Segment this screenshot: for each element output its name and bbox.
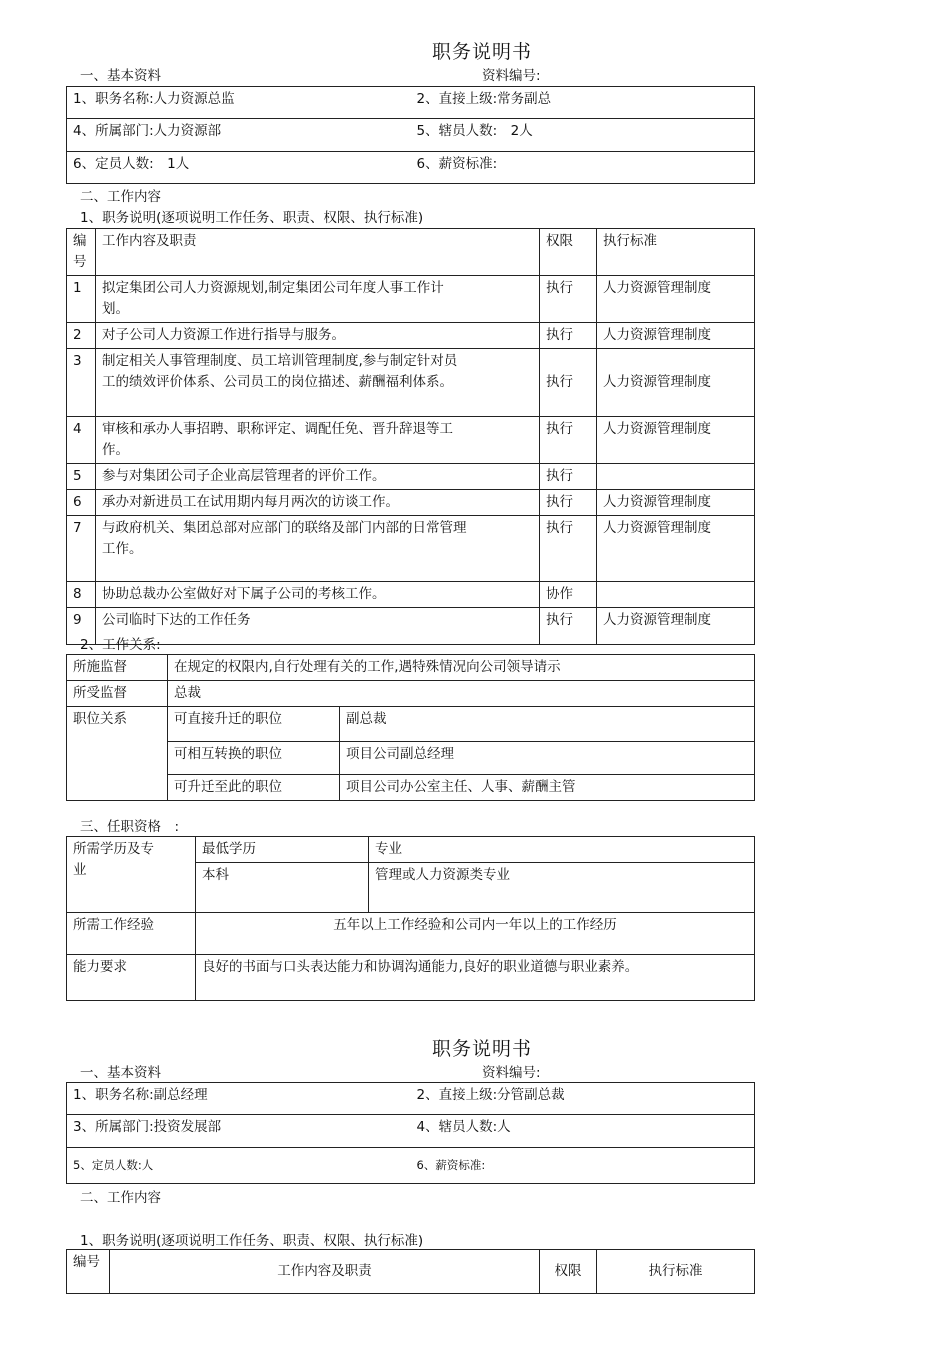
duty-row bbox=[67, 608, 755, 645]
duty-standard: 人力资源管理制度 bbox=[597, 608, 755, 645]
duty-row bbox=[67, 582, 755, 608]
doc1-relations-table bbox=[66, 654, 755, 801]
relation-promote-from-label: 可升迁至此的职位 bbox=[168, 775, 340, 801]
doc2-sub1-label: 1、职务说明(逐项说明工作任务、职责、权限、执行标准) bbox=[80, 1233, 424, 1249]
doc2-duties-table bbox=[66, 1249, 755, 1294]
doc2-basic-table bbox=[66, 1082, 755, 1184]
doc1-qualifications-table bbox=[66, 836, 755, 1001]
duty-row bbox=[67, 417, 755, 464]
duty-content: 参与对集团公司子企业高层管理者的评价工作。 bbox=[96, 464, 540, 490]
qual-min-edu-label: 最低学历 bbox=[196, 837, 369, 863]
qual-exp-value: 五年以上工作经验和公司内一年以上的工作经历 bbox=[196, 913, 755, 955]
duty-standard: 人力资源管理制度 bbox=[597, 323, 755, 349]
duty-no: 8 bbox=[67, 582, 96, 608]
duty-content: 公司临时下达的工作任务 bbox=[96, 608, 540, 645]
relation-supervised-value: 总裁 bbox=[168, 681, 755, 707]
duty-no: 4 bbox=[67, 417, 96, 464]
doc2-subordinates: 4、辖员人数:人 bbox=[411, 1115, 755, 1148]
doc2-salary: 6、薪资标准: bbox=[411, 1148, 755, 1184]
duty-standard: 人力资源管理制度 bbox=[597, 516, 755, 582]
duty-content: 审核和承办人事招聘、职称评定、调配任免、晋升辞退等工作。 bbox=[96, 417, 540, 464]
doc2-duty-header-standard: 执行标准 bbox=[597, 1250, 755, 1294]
doc2-title: 职务说明书 bbox=[432, 1038, 533, 1060]
doc1-salary: 6、薪资标准: bbox=[411, 152, 755, 184]
duty-header-authority: 权限 bbox=[540, 229, 597, 276]
relation-transfer-label: 可相互转换的职位 bbox=[168, 742, 340, 775]
duty-row bbox=[67, 323, 755, 349]
duty-no: 1 bbox=[67, 276, 96, 323]
doc2-superior: 2、直接上级:分管副总裁 bbox=[411, 1083, 755, 1115]
duty-header-content: 工作内容及职责 bbox=[96, 229, 540, 276]
doc1-department: 4、所属部门:人力资源部 bbox=[67, 119, 411, 152]
doc1-doc-no-label: 资料编号: bbox=[482, 68, 541, 84]
qual-ability-label: 能力要求 bbox=[67, 955, 196, 1001]
duty-authority: 执行 bbox=[540, 490, 597, 516]
duty-standard: 人力资源管理制度 bbox=[597, 349, 755, 417]
duty-authority: 执行 bbox=[540, 608, 597, 645]
doc2-headcount: 5、定员人数:人 bbox=[67, 1148, 411, 1184]
duty-row bbox=[67, 464, 755, 490]
duty-row bbox=[67, 490, 755, 516]
relation-promote-to-label: 可直接升迁的职位 bbox=[168, 707, 340, 742]
relation-position-label: 职位关系 bbox=[67, 707, 168, 801]
doc1-superior: 2、直接上级:常务副总 bbox=[411, 87, 755, 119]
doc2-section1-label: 一、基本资料 bbox=[80, 1065, 161, 1081]
duty-row bbox=[67, 349, 755, 417]
duty-header-no: 编号 bbox=[67, 229, 96, 276]
relation-transfer-value: 项目公司副总经理 bbox=[340, 742, 755, 775]
duty-row bbox=[67, 276, 755, 323]
relation-supervise-value: 在规定的权限内,自行处理有关的工作,遇特殊情况向公司领导请示 bbox=[168, 655, 755, 681]
duty-standard: 人力资源管理制度 bbox=[597, 490, 755, 516]
duty-header-standard: 执行标准 bbox=[597, 229, 755, 276]
doc2-doc-no-label: 资料编号: bbox=[482, 1065, 541, 1081]
doc2-duty-header-no: 编号 bbox=[67, 1250, 110, 1294]
duty-content: 承办对新进员工在试用期内每月两次的访谈工作。 bbox=[96, 490, 540, 516]
doc1-headcount: 6、定员人数: 1人 bbox=[67, 152, 411, 184]
duty-no: 2 bbox=[67, 323, 96, 349]
duty-no: 3 bbox=[67, 349, 96, 417]
qual-min-edu-value: 本科 bbox=[196, 863, 369, 913]
doc1-sub1-label: 1、职务说明(逐项说明工作任务、职责、权限、执行标准) bbox=[80, 210, 424, 226]
doc2-job-name: 1、职务名称:副总经理 bbox=[67, 1083, 411, 1115]
duty-standard bbox=[597, 582, 755, 608]
duty-authority: 执行 bbox=[540, 323, 597, 349]
qual-edu-label: 所需学历及专业 bbox=[67, 837, 196, 913]
duty-no: 9 bbox=[67, 608, 96, 645]
duty-standard bbox=[597, 464, 755, 490]
relation-supervised-label: 所受监督 bbox=[67, 681, 168, 707]
doc1-basic-table bbox=[66, 86, 755, 184]
qual-exp-label: 所需工作经验 bbox=[67, 913, 196, 955]
doc1-job-name: 1、职务名称:人力资源总监 bbox=[67, 87, 411, 119]
doc1-title: 职务说明书 bbox=[432, 41, 533, 63]
duty-authority: 协作 bbox=[540, 582, 597, 608]
duty-content: 协助总裁办公室做好对下属子公司的考核工作。 bbox=[96, 582, 540, 608]
duty-content: 制定相关人事管理制度、员工培训管理制度,参与制定针对员工的绩效评价体系、公司员工的岗位描述、薪酬福利体系。 bbox=[96, 349, 540, 417]
duty-authority: 执行 bbox=[540, 464, 597, 490]
duty-standard: 人力资源管理制度 bbox=[597, 276, 755, 323]
duty-standard: 人力资源管理制度 bbox=[597, 417, 755, 464]
qual-ability-value: 良好的书面与口头表达能力和协调沟通能力,良好的职业道德与职业素养。 bbox=[196, 955, 755, 1001]
duty-authority: 执行 bbox=[540, 516, 597, 582]
doc1-duties-table bbox=[66, 228, 755, 645]
doc1-section2-label: 二、工作内容 bbox=[80, 189, 161, 205]
qual-major-value: 管理或人力资源类专业 bbox=[369, 863, 755, 913]
duty-content: 拟定集团公司人力资源规划,制定集团公司年度人事工作计划。 bbox=[96, 276, 540, 323]
relation-promote-to-value: 副总裁 bbox=[340, 707, 755, 742]
doc1-subordinates: 5、辖员人数: 2人 bbox=[411, 119, 755, 152]
doc2-duty-header-authority: 权限 bbox=[540, 1250, 597, 1294]
doc1-sub2-label: 2、工作关系: bbox=[80, 637, 161, 653]
doc2-section2-label: 二、工作内容 bbox=[80, 1190, 161, 1206]
duty-authority: 执行 bbox=[540, 417, 597, 464]
duty-content: 与政府机关、集团总部对应部门的联络及部门内部的日常管理工作。 bbox=[96, 516, 540, 582]
duty-authority: 执行 bbox=[540, 349, 597, 417]
relation-promote-from-value: 项目公司办公室主任、人事、薪酬主管 bbox=[340, 775, 755, 801]
duty-no: 5 bbox=[67, 464, 96, 490]
duty-authority: 执行 bbox=[540, 276, 597, 323]
doc2-duty-header-content: 工作内容及职责 bbox=[110, 1250, 540, 1294]
doc1-section1-label: 一、基本资料 bbox=[80, 68, 161, 84]
qual-major-label: 专业 bbox=[369, 837, 755, 863]
duty-row bbox=[67, 516, 755, 582]
doc1-section3-label: 三、任职资格 : bbox=[80, 819, 180, 835]
duty-content: 对子公司人力资源工作进行指导与服务。 bbox=[96, 323, 540, 349]
doc2-department: 3、所属部门:投资发展部 bbox=[67, 1115, 411, 1148]
duty-no: 7 bbox=[67, 516, 96, 582]
relation-supervise-label: 所施监督 bbox=[67, 655, 168, 681]
duty-no: 6 bbox=[67, 490, 96, 516]
